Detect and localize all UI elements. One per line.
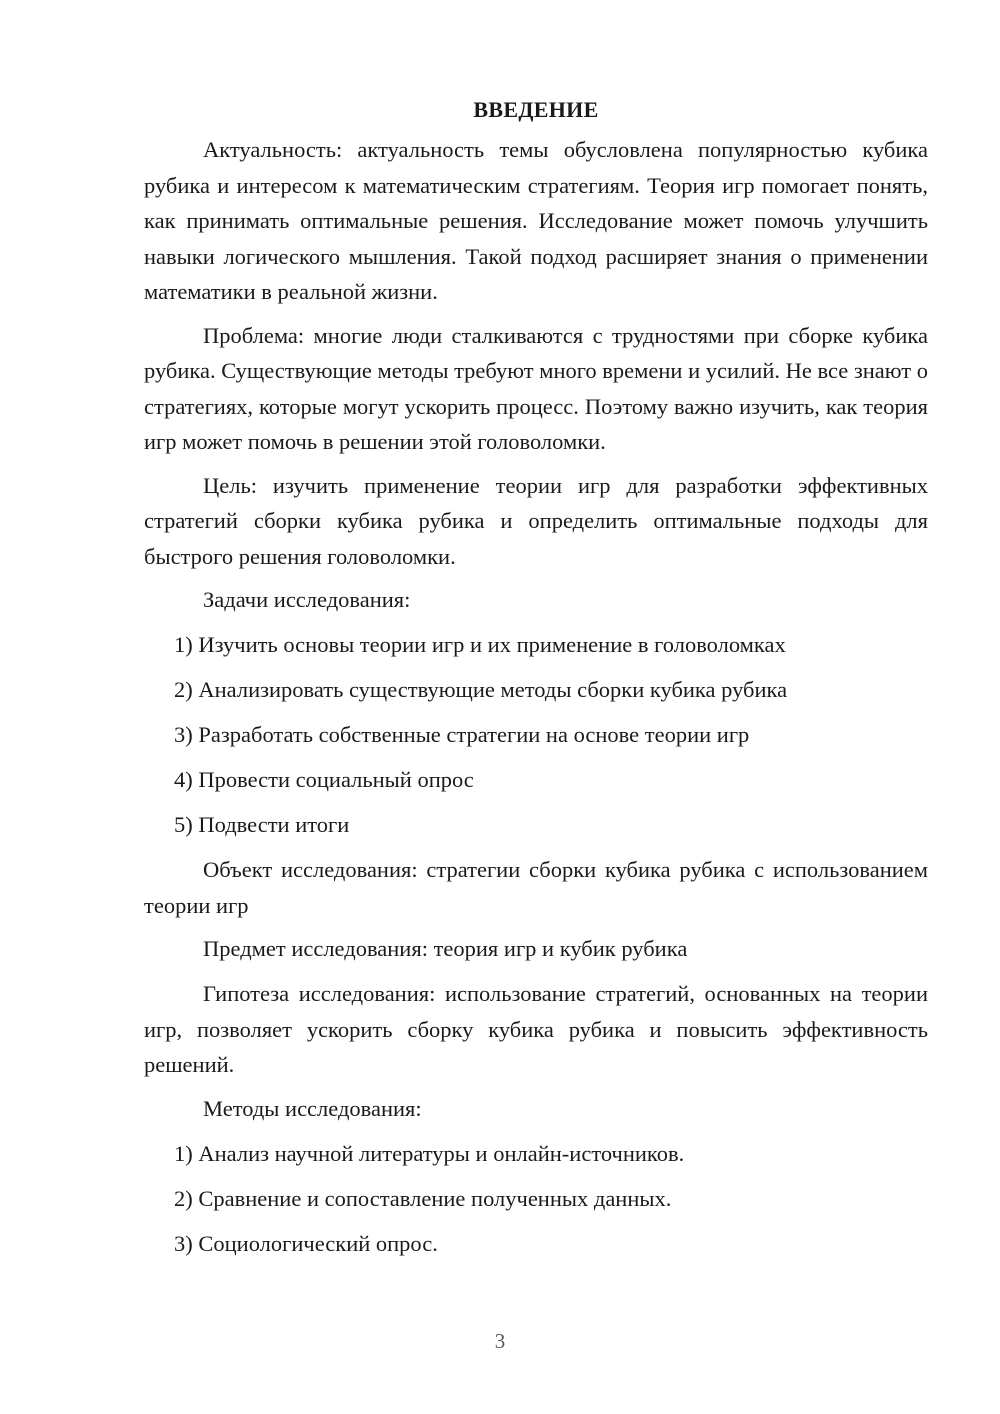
tasks-label: Задачи исследования: <box>203 587 411 612</box>
problem-paragraph: Проблема: многие люди сталкиваются с трудностями при сборке кубика рубика. Существующие методы требуют много времени и усилий. Не все знают о стратегиях, которые могут ускорить процесс. Поэтому важно изучить, как теория игр может помочь в решении этой головоломки. <box>144 322 928 454</box>
document-page <box>144 92 928 1271</box>
page-number: 3 <box>494 1329 506 1353</box>
tasks-list <box>144 627 928 843</box>
list-item: 2) Сравнение и сопоставление полученных данных. <box>174 1185 672 1211</box>
relevance-paragraph: Актуальность: актуальность темы обусловлена популярностью кубика рубика и интересом к математическим стратегиям. Теория игр помогает понять, как принимать оптимальные решения. Исследование может помочь улучшить навыки логического мышления. Такой подход расширяет знания о применении математики в реальной жизни. <box>144 137 928 304</box>
list-item: 1) Анализ научной литературы и онлайн-источников. <box>174 1140 685 1166</box>
methods-list <box>144 1136 928 1262</box>
methods-label: Методы исследования: <box>203 1095 422 1121</box>
goal-paragraph: Цель: изучить применение теории игр для разработки эффективных стратегий сборки кубика рубика и определить оптимальные подходы для быстрого решения головоломки. <box>144 472 928 569</box>
object-paragraph: Объект исследования: стратегии сборки кубика рубика с использованием теории игр <box>144 857 928 918</box>
list-item: 5) Подвести итоги <box>174 812 350 837</box>
list-item: 1) Изучить основы теории игр и их применение в головоломках <box>174 632 786 657</box>
hypothesis-paragraph: Гипотеза исследования: использование стратегий, основанных на теории игр, позволяет ускорить сборку кубика рубика и повысить эффективность решений. <box>144 981 928 1077</box>
list-item: 2) Анализировать существующие методы сборки кубика рубика <box>174 677 788 702</box>
list-item: 4) Провести социальный опрос <box>174 767 474 792</box>
list-item: 3) Разработать собственные стратегии на основе теории игр <box>174 722 750 747</box>
list-item: 3) Социологический опрос. <box>174 1230 438 1256</box>
subject-paragraph: Предмет исследования: теория игр и кубик рубика <box>203 936 688 961</box>
page-title: ВВЕДЕНИЕ <box>473 97 599 122</box>
